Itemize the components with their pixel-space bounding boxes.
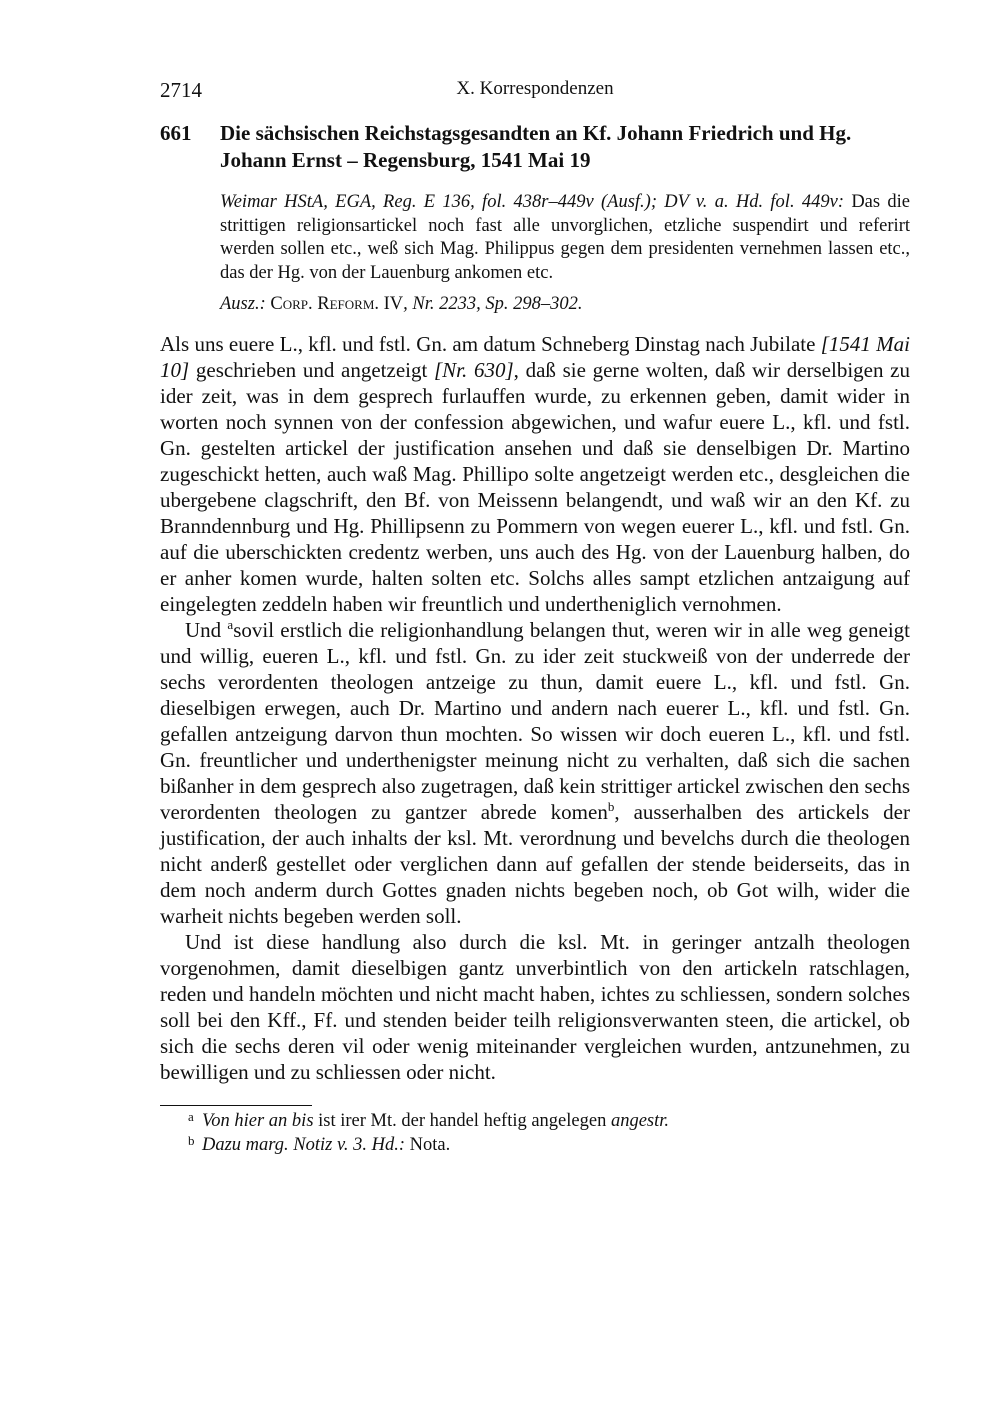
footnote-marker-b[interactable]: b — [607, 798, 615, 814]
footnote-italic: Von hier an bis — [202, 1110, 314, 1131]
footnote-marker-a[interactable]: a — [227, 616, 234, 632]
document-heading — [160, 120, 910, 174]
paragraph-2 — [160, 617, 910, 929]
source-apparatus — [220, 191, 910, 317]
text-run: geschrieben und angetzeigt — [189, 357, 434, 382]
footnote-a — [160, 1109, 910, 1133]
text-run: , ausserhalben des artickels der justification, der auch inhalts der ksl. Mt. verordnung und bevelchs durch die theologen nicht anderß gestellet oder verglichen dann auf gefallen der stende beiderseits, das in dem noch anderm durch Gottes gnaden nichts begeben noch, ob Got wilh, wider die warheit nichts begeben werden soll. — [160, 799, 910, 928]
date-note: [1541 Mai 10] — [160, 331, 910, 382]
footnote-b — [160, 1133, 910, 1157]
letter-body — [160, 331, 910, 1085]
paragraph-3: Und ist diese handlung also durch die ksl. Mt. in geringer antzalh theologen vorgenohmen, damit dieselbigen gantz unverbintlich von den artickeln ratschlagen, reden und handeln möchten und nicht macht haben, ichtes zu schliessen, sondern solches soll bei den Kff., Ff. und stenden beider teilh religionsverwanten steen, die artickel, ob sich die sechs deren vil oder wenig miteinander vergleichen wurden, antzunehmen, zu bewilligen und zu schliessen oder nicht. — [160, 929, 910, 1084]
excerpt-reference: , Nr. 2233, Sp. 298–302. — [403, 294, 583, 314]
excerpt-label: Ausz.: — [220, 294, 266, 314]
text-run: , daß sie gerne wolten, daß wir derselbigen zu ider zeit, was in dem gesprech furlauffen wurde, zu erkennen geben, damit wider in worten noch synnen von der confession abgewichen, und wafur euere L., kfl. und fstl. Gn. gestelten artickel der justification ansehen und daß sie denselbigen Dr. Martino zugeschickt hetten, auch waß Mag. Phillipo solte angetzeigt werden etc., desgleichen die ubergebene clagschrift, den Bf. von Meissenn belangendt, und waß wir an den Kf. zu Branndennburg und Hg. Phillipsenn zu Pommern von wegen euerer L., kfl. und fstl. Gn. auf die uberschickten credentz werben, uns auch des Hg. von der Lauenburg halben, do er anher komen wurde, halten solten etc. Solchs alles sampt etzlichen antzaigung auf eingelegten zeddeln haben wir freuntlich und undertheniglich vernohmen. — [160, 357, 910, 616]
text-run: Als uns euere L., kfl. und fstl. Gn. am datum Schneberg Dinstag nach Jubilate — [160, 331, 821, 356]
document-number: 661 — [160, 121, 192, 145]
footnote-letter: a — [188, 1108, 194, 1124]
footnotes — [160, 1109, 910, 1157]
running-header — [160, 78, 910, 108]
excerpt-work: Corp. Reform. IV — [265, 294, 404, 314]
cross-reference: [Nr. 630] — [434, 357, 514, 382]
footnote-text: Nota. — [405, 1134, 451, 1155]
document-title: Die sächsischen Reichstagsgesandten an Kf. Johann Friedrich und Hg. Johann Ernst – Regensburg, 1541 Mai 19 — [220, 121, 852, 172]
archive-reference: Weimar HStA, EGA, Reg. E 136, fol. 438r–449v (Ausf.); DV v. a. Hd. fol. 449v: — [220, 192, 845, 212]
running-title: X. Korrespondenzen — [456, 78, 614, 99]
excerpt-entry — [220, 293, 910, 317]
paragraph-1 — [160, 331, 910, 617]
page-number: 2714 — [160, 78, 202, 102]
footnote-divider — [160, 1105, 312, 1106]
footnote-letter: b — [188, 1132, 195, 1148]
footnote-text: ist irer Mt. der handel heftig angelegen — [313, 1110, 611, 1131]
archive-summary: Das die strittigen religionsartickel noch fast alle unvorglichen, etzliche suspendirt und referirt werden sollen etc., weß sich Mag. Philippus gegen dem presidenten vernehmen lassen etc., das der Hg. von der Lauenburg ankomen etc. — [220, 192, 911, 283]
footnote-italic: angestr. — [610, 1110, 670, 1131]
archive-entry — [220, 191, 910, 285]
text-run: sovil erstlich die religionhandlung belangen thut, weren wir in alle weg geneigt und willig, eueren L., kfl. und fstl. Gn. zu ider zeit stuckweiß von der underrede der sechs verordenten theologen antzeige zu thun, damit euere L., kfl. und fstl. Gn. dieselbigen erwegen, auch Dr. Martino und andern nach euerer L., kfl. und fstl. Gn. gefallen antzeigung darvon thun mochten. So wissen wir doch eueren L., kfl. und fstl. Gn. freuntlicher und underthenigster meinung nicht zu verhalten, daß sich die sachen bißanher in dem gesprech also zugetragen, daß kein strittiger artickel zwischen den sechs verordenten theologen zu gantzer abrede komen — [160, 617, 910, 824]
footnote-italic: Dazu marg. Notiz v. 3. Hd.: — [202, 1134, 405, 1155]
page — [160, 78, 910, 1157]
text-run: Und — [185, 617, 228, 642]
